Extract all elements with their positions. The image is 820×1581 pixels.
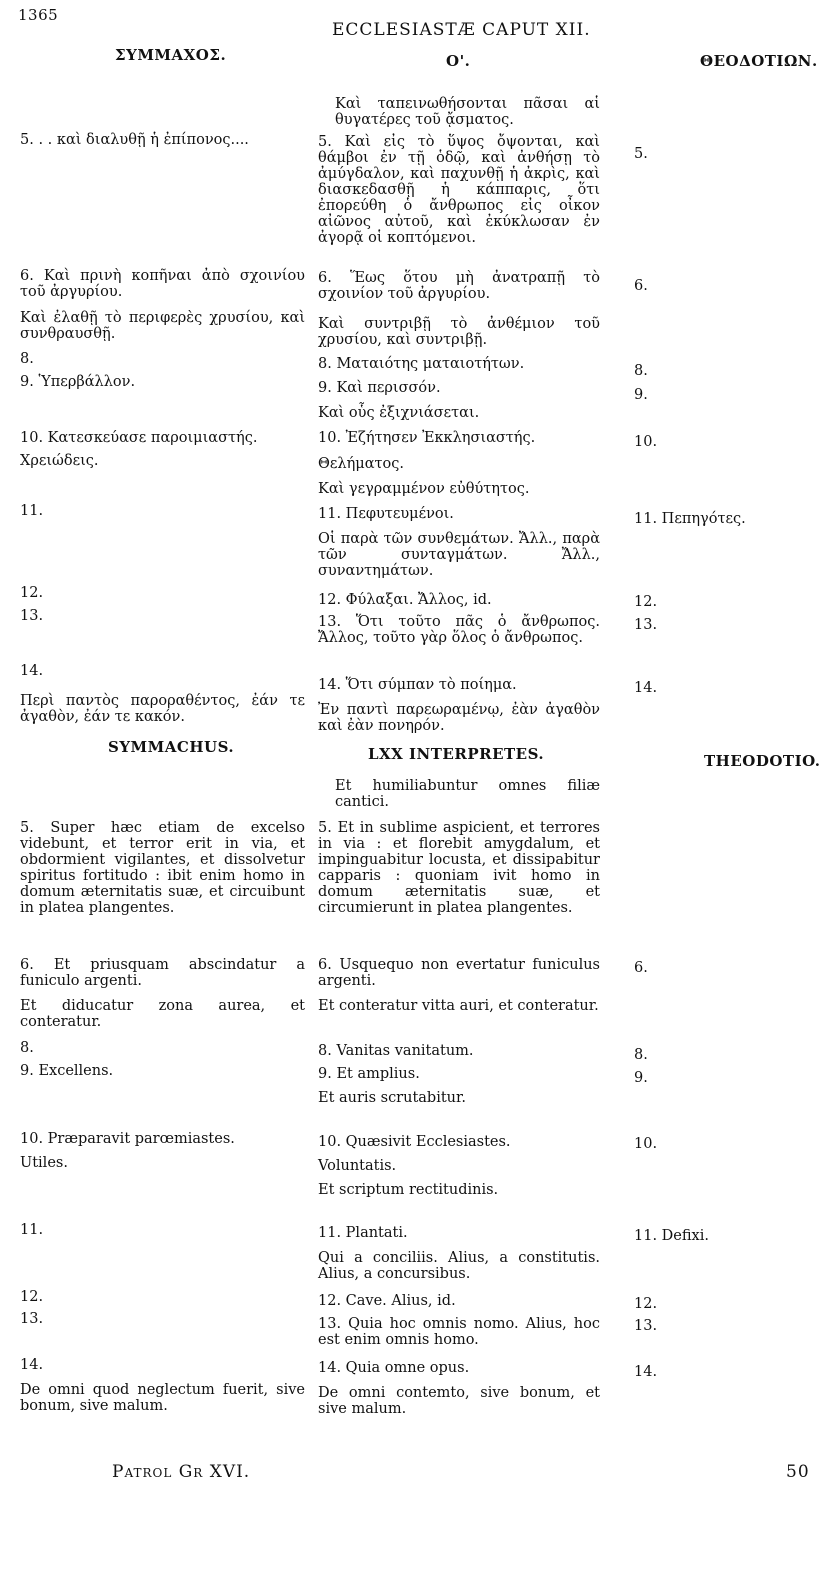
latin-symmachus-v10b: Utiles.: [20, 1155, 68, 1171]
greek-lxx-v11: 11. Πεφυτευμένοι.: [318, 506, 454, 522]
latin-theodotion-v11: 11. Defixi.: [634, 1228, 709, 1244]
greek-symmachus-v9: 9. Ὑπερβάλλον.: [20, 374, 136, 390]
greek-lxx-v9b: Καὶ οὗς ἐξιχνιάσεται.: [318, 405, 480, 421]
latin-lxx-v10c: Et scriptum rectitudinis.: [318, 1182, 499, 1198]
greek-symmachus-v6b: Καὶ ἐλαθῇ τὸ περιφερὲς χρυσίου, καὶ συνθραυσθῇ.: [20, 310, 305, 342]
greek-theodotion-v11: 11. Πεπηγότες.: [634, 511, 746, 527]
latin-symmachus-v9: 9. Excellens.: [20, 1063, 114, 1079]
latin-theodotion-v12: 12.: [634, 1296, 658, 1312]
greek-theodotion-v9: 9.: [634, 387, 648, 403]
page-title: ECCLESIASTÆ CAPUT XII.: [332, 20, 591, 40]
greek-symmachus-v14: 14.: [20, 663, 44, 679]
greek-theodotion-v12: 12.: [634, 594, 658, 610]
greek-lxx-v10c: Καὶ γεγραμμένον εὐθύτητος.: [318, 481, 530, 497]
greek-lxx-v6: 6. Ἕως ὅτου μὴ ἀνατραπῇ τὸ σχοινίον τοῦ ἀργυρίου.: [318, 270, 600, 302]
greek-lxx-v11b: Οἱ παρὰ τῶν συνθεμάτων. Ἄλλ., παρὰ τῶν συνταγμάτων. Ἄλλ., συναντημάτων.: [318, 531, 600, 579]
page-number: 1365: [18, 6, 59, 24]
latin-lxx-v12: 12. Cave. Alius, id.: [318, 1293, 456, 1309]
latin-lxx-v8: 8. Vanitas vanitatum.: [318, 1043, 474, 1059]
latin-theodotion-v9: 9.: [634, 1070, 648, 1086]
greek-symmachus-v6: 6. Καὶ πρινὴ κοπῆναι ἀπὸ σχοινίου τοῦ ἀργυρίου.: [20, 268, 305, 300]
latin-lxx-v10b: Voluntatis.: [318, 1158, 397, 1174]
latin-lxx-v9: 9. Et amplius.: [318, 1066, 420, 1082]
latin-symmachus-v6b: Et diducatur zona aurea, et conteratur.: [20, 998, 305, 1030]
footer-signature-number: 50: [786, 1462, 810, 1482]
latin-lxx-v5: 5. Et in sublime aspicient, et terrores in via : et florebit amygdalum, et impinguabitur locusta, et dissipabitur capparis : quoniam ivit homo in domum æternitatis suæ, et circumierunt in platea plangentes.: [318, 820, 600, 916]
greek-symmachus-v5: 5. . . καὶ διαλυθῇ ἡ ἐπίπονος....: [20, 132, 249, 148]
latin-symmachus-v14b: De omni quod neglectum fuerit, sive bonum, sive malum.: [20, 1382, 305, 1414]
greek-symmachus-v14b: Περὶ παντὸς παροραθέντος, ἐάν τε ἀγαθὸν, ἐάν τε κακόν.: [20, 693, 305, 725]
greek-theodotion-v5: 5.: [634, 146, 648, 162]
greek-theodotion-v13: 13.: [634, 617, 658, 633]
latin-theodotion-v13: 13.: [634, 1318, 658, 1334]
col-heading-symmachus-latin: SYMMACHUS.: [108, 738, 235, 756]
greek-lxx-v9: 9. Καὶ περισσόν.: [318, 380, 441, 396]
col-heading-symmachus-greek: ΣΥΜΜΑΧΟΣ.: [115, 46, 227, 64]
latin-lxx-v14: 14. Quia omne opus.: [318, 1360, 470, 1376]
greek-symmachus-v13: 13.: [20, 608, 44, 624]
greek-lxx-v5: 5. Καὶ εἰς τὸ ὕψος ὄψονται, καὶ θάμβοι ἐν τῇ ὁδῷ, καὶ ἀνθήσῃ τὸ ἀμύγδαλον, καὶ παχυνθῇ ἡ ἀκρὶς, καὶ διασκεδασθῇ ἡ κάππαρις, ὅτι ἐπορεύθη ὁ ἄνθρωπος εἰς οἶκον αἰῶνος αὐτοῦ, καὶ ἐκύκλωσαν ἐν ἀγορᾷ οἱ κοπτόμενοι.: [318, 134, 600, 246]
latin-theodotion-v6: 6.: [634, 960, 648, 976]
greek-lxx-v14b: Ἐν παντὶ παρεωραμένῳ, ἐὰν ἀγαθὸν καὶ ἐὰν πονηρόν.: [318, 702, 600, 734]
greek-lxx-v8: 8. Ματαιότης ματαιοτήτων.: [318, 356, 525, 372]
greek-theodotion-v8: 8.: [634, 363, 648, 379]
greek-theodotion-v14: 14.: [634, 680, 658, 696]
latin-symmachus-v12: 12.: [20, 1289, 44, 1305]
greek-lxx-v12: 12. Φύλαξαι. Ἄλλος, id.: [318, 592, 492, 608]
latin-theodotion-v14: 14.: [634, 1364, 658, 1380]
greek-lxx-v14: 14. Ὅτι σύμπαν τὸ ποίημα.: [318, 677, 517, 693]
latin-lxx-v14b: De omni contemto, sive bonum, et sive malum.: [318, 1385, 600, 1417]
footer-source: Patrol Gr XVI.: [112, 1462, 251, 1482]
greek-theodotion-v10: 10.: [634, 434, 658, 450]
greek-theodotion-v6: 6.: [634, 278, 648, 294]
latin-symmachus-v8: 8.: [20, 1040, 34, 1056]
latin-lxx-v13: 13. Quia hoc omnis nomo. Alius, hoc est enim omnis homo.: [318, 1316, 600, 1348]
greek-lxx-v6b: Καὶ συντριβῇ τὸ ἀνθέμιον τοῦ χρυσίου, καὶ συντριβῇ.: [318, 316, 600, 348]
greek-lxx-intro: Καὶ ταπεινωθήσονται πᾶσαι αἱ θυγατέρες τοῦ ᾄσματος.: [335, 96, 600, 128]
greek-symmachus-v8: 8.: [20, 351, 34, 367]
greek-symmachus-v12: 12.: [20, 585, 44, 601]
latin-lxx-v6b: Et conteratur vitta auri, et conteratur.: [318, 998, 599, 1014]
latin-lxx-v11b: Qui a conciliis. Alius, a constitutis. Alius, a concursibus.: [318, 1250, 600, 1282]
latin-symmachus-v10: 10. Præparavit parœmiastes.: [20, 1131, 235, 1147]
greek-symmachus-v10b: Χρειώδεις.: [20, 453, 99, 469]
greek-symmachus-v10: 10. Κατεσκεύασε παροιμιαστής.: [20, 430, 258, 446]
greek-symmachus-v11: 11.: [20, 503, 44, 519]
col-heading-theodotion-latin: THEODOTIO.: [704, 752, 820, 770]
col-heading-lxx-latin: LXX INTERPRETES.: [368, 745, 545, 763]
col-heading-theodotion-greek: ΘΕΟΔΟΤΙΩΝ.: [700, 52, 818, 70]
latin-theodotion-v8: 8.: [634, 1047, 648, 1063]
latin-symmachus-v11: 11.: [20, 1222, 44, 1238]
col-heading-lxx-greek: Ο'.: [446, 52, 471, 70]
latin-lxx-v9b: Et auris scrutabitur.: [318, 1090, 466, 1106]
latin-symmachus-v5: 5. Super hæc etiam de excelso videbunt, et terror erit in via, et obdormient vigilantes, et dissolvetur spiritus fortitudo : ibit enim homo in domum æternitatis suæ, et circuibunt in platea plangentes.: [20, 820, 305, 916]
latin-symmachus-v14: 14.: [20, 1357, 44, 1373]
latin-symmachus-v13: 13.: [20, 1311, 44, 1327]
latin-lxx-intro: Et humiliabuntur omnes filiæ cantici.: [335, 778, 600, 810]
latin-lxx-v11: 11. Plantati.: [318, 1225, 408, 1241]
greek-lxx-v13: 13. Ὅτι τοῦτο πᾶς ὁ ἄνθρωπος. Ἄλλος, τοῦτο γὰρ ὅλος ὁ ἄνθρωπος.: [318, 614, 600, 646]
latin-theodotion-v10: 10.: [634, 1136, 658, 1152]
greek-lxx-v10: 10. Ἐζήτησεν Ἐκκλησιαστής.: [318, 430, 536, 446]
latin-lxx-v10: 10. Quæsivit Ecclesiastes.: [318, 1134, 511, 1150]
greek-lxx-v10b: Θελήματος.: [318, 456, 404, 472]
latin-symmachus-v6: 6. Et priusquam abscindatur a funiculo argenti.: [20, 957, 305, 989]
latin-lxx-v6: 6. Usquequo non evertatur funiculus argenti.: [318, 957, 600, 989]
